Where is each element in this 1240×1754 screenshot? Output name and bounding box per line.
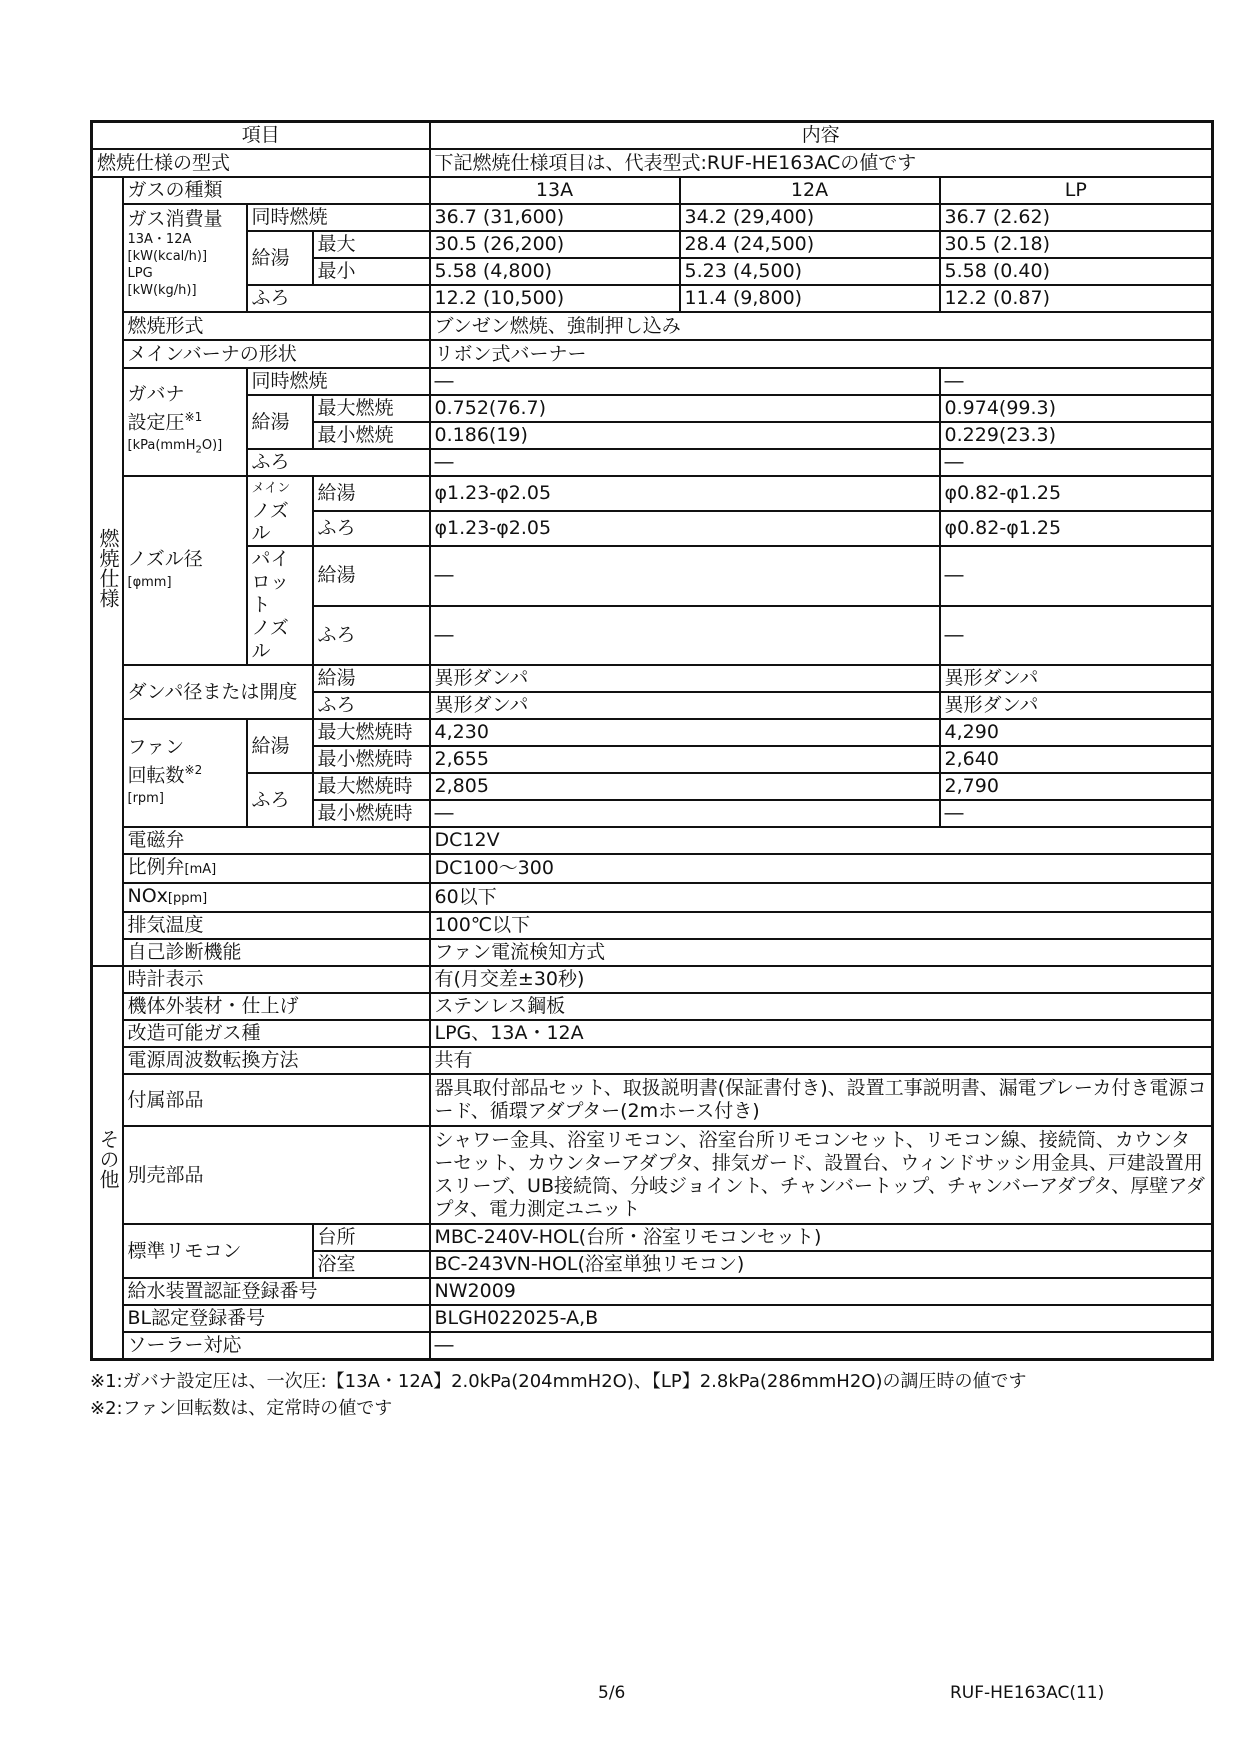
frequency-value: 共有 [430, 1047, 1213, 1074]
nozzle-main-hot-row [92, 476, 1213, 511]
accessories-value: 器具取付部品セット、取扱説明書(保証書付き)、設置工事説明書、漏電ブレーカ付き電源コード、循環アダプター(2mホース付き) [430, 1074, 1213, 1126]
consumption-max-13a: 30.5 (26,200) [430, 231, 680, 258]
damper-hot-lp: 異形ダンパ [940, 665, 1213, 692]
accessories-row [92, 1074, 1213, 1126]
model-row [92, 149, 1213, 177]
section-other-text: その他 [96, 1128, 120, 1189]
fan-bath-max-label: 最大燃焼時 [313, 773, 430, 800]
header-content: 内容 [430, 122, 1213, 150]
consumption-simultaneous-label: 同時燃焼 [247, 204, 430, 231]
optional-value: シャワー金具、浴室リモコン、浴室台所リモコンセット、リモコン線、接続筒、カウンターセット、カウンターアダプタ、排気ガード、設置台、ウィンドサッシ用金具、戸建設置用スリーブ、UB接続筒、分岐ジョイント、チャンバートップ、チャンバーアダプタ、厚壁アダプタ、電力測定ユニット [430, 1126, 1213, 1224]
nozzle-pilot-hot-label: 給湯 [313, 546, 430, 606]
consumption-min-13a: 5.58 (4,800) [430, 258, 680, 285]
damper-hot-city: 異形ダンパ [430, 665, 940, 692]
damper-bath-label: ふろ [313, 692, 430, 719]
nozzle-label: ノズル径 [127, 547, 203, 570]
clock-label: 時計表示 [123, 966, 430, 993]
nozzle-pilot-cell [247, 546, 313, 665]
accessories-label: 付属部品 [123, 1074, 430, 1126]
nox-value: 60以下 [430, 883, 1213, 912]
governor-bath-label: ふろ [247, 449, 430, 476]
nozzle-pilot-hot-row [92, 546, 1213, 606]
fan-hot-min-city: 2,655 [430, 746, 940, 773]
nox-label-cell [123, 883, 430, 912]
damper-hot-label: 給湯 [313, 665, 430, 692]
consumption-min-label: 最小 [313, 258, 430, 285]
nozzle-unit: [φmm] [127, 574, 172, 590]
consumption-max-lp: 30.5 (2.18) [940, 231, 1213, 258]
combustion-type-value: ブンゼン燃焼、強制押し込み [430, 312, 1213, 340]
consumption-max-row [92, 231, 1213, 258]
fan-hot-max-label: 最大燃焼時 [313, 719, 430, 746]
consumption-bath-label: ふろ [247, 285, 430, 312]
governor-max-lp: 0.974(99.3) [940, 395, 1213, 422]
damper-bath-lp: 異形ダンパ [940, 692, 1213, 719]
governor-unit [128, 434, 242, 462]
nozzle-main-hot-lp: φ0.82-φ1.25 [940, 476, 1213, 511]
consumption-label: ガス消費量 [127, 208, 223, 230]
section-combustion-text: 燃焼仕様 [96, 527, 120, 608]
proportional-label-cell [123, 854, 430, 883]
solar-value: ― [430, 1332, 1213, 1360]
consumption-min-12a: 5.23 (4,500) [680, 258, 940, 285]
governor-max-row [92, 395, 1213, 422]
frequency-row [92, 1047, 1213, 1074]
exterior-label: 機体外装材・仕上げ [123, 993, 430, 1020]
governor-max-label: 最大燃焼 [313, 395, 430, 422]
exhaust-label: 排気温度 [123, 912, 430, 939]
damper-hot-row [92, 665, 1213, 692]
nozzle-pilot-label-2: ノズル [251, 617, 289, 662]
nozzle-main-bath-lp: φ0.82-φ1.25 [940, 511, 1213, 546]
solenoid-value: DC12V [430, 827, 1213, 854]
model-label: 燃焼仕様の型式 [92, 149, 430, 177]
consumption-bath-lp: 12.2 (0.87) [940, 285, 1213, 312]
nozzle-pilot-label-1: パイロット [251, 548, 290, 616]
fan-hot-max-city: 4,230 [430, 719, 940, 746]
governor-note-mark: ※1 [184, 409, 203, 424]
governor-min-label: 最小燃焼 [313, 422, 430, 449]
combustion-type-label: 燃焼形式 [123, 312, 430, 340]
nozzle-pilot-bath-lp: ― [940, 606, 1213, 666]
nozzle-pilot-bath-city: ― [430, 606, 940, 666]
governor-min-lp: 0.229(23.3) [940, 422, 1213, 449]
bl-cert-row [92, 1305, 1213, 1332]
optional-label: 別売部品 [123, 1126, 430, 1224]
consumption-bath-12a: 11.4 (9,800) [680, 285, 940, 312]
water-cert-row [92, 1278, 1213, 1305]
convertible-label: 改造可能ガス種 [123, 1020, 430, 1047]
diagnosis-value: ファン電流検知方式 [430, 939, 1213, 966]
consumption-simultaneous-lp: 36.7 (2.62) [940, 204, 1213, 231]
governor-unit-sub: 2 [195, 444, 202, 456]
solenoid-row [92, 827, 1213, 854]
consumption-unit-city-kw: [kW(kcal/h)] [127, 249, 208, 264]
governor-bath-row [92, 449, 1213, 476]
nox-label: NOx [127, 885, 168, 907]
fan-bath-min-lp: ― [940, 800, 1213, 827]
fan-hot-min-lp: 2,640 [940, 746, 1213, 773]
fan-hot-label: 給湯 [247, 719, 313, 773]
gas-type-label: ガスの種類 [123, 177, 430, 204]
fan-bath-min-label: 最小燃焼時 [313, 800, 430, 827]
governor-hot-water-label: 給湯 [247, 395, 313, 449]
fan-hot-max-row [92, 719, 1213, 746]
footnote-1: ※1:ガバナ設定圧は、一次圧:【13A・12A】2.0kPa(204mmH2O)、【LP】2.8kPa(286mmH2O)の調圧時の値です [90, 1371, 1027, 1392]
consumption-hot-water-label: 給湯 [247, 231, 313, 285]
nozzle-pilot-bath-label: ふろ [313, 606, 430, 666]
bl-cert-label: BL認定登録番号 [123, 1305, 430, 1332]
diagnosis-label: 自己診断機能 [123, 939, 430, 966]
page-number: 5/6 [598, 1683, 626, 1703]
nozzle-main-bath-city: φ1.23-φ2.05 [430, 511, 940, 546]
gas-type-lp: LP [940, 177, 1213, 204]
governor-simultaneous-label: 同時燃焼 [247, 368, 430, 395]
remote-label: 標準リモコン [123, 1224, 313, 1278]
fan-label-cell [123, 719, 247, 827]
clock-value: 有(月交差±30秒) [430, 966, 1213, 993]
consumption-simultaneous-13a: 36.7 (31,600) [430, 204, 680, 231]
governor-label-1: ガバナ [127, 382, 185, 405]
fan-note-mark: ※2 [184, 762, 203, 777]
consumption-unit-lpg-kw: [kW(kg/h)] [127, 283, 197, 298]
consumption-max-12a: 28.4 (24,500) [680, 231, 940, 258]
governor-label-2-wrap [128, 406, 242, 434]
convertible-value: LPG、13A・12A [430, 1020, 1213, 1047]
burner-shape-row [92, 340, 1213, 368]
section-other-label [92, 966, 123, 1360]
burner-shape-label: メインバーナの形状 [123, 340, 430, 368]
footnote-2: ※2:ファン回転数は、定常時の値です [90, 1398, 393, 1419]
fan-bath-label: ふろ [247, 773, 313, 827]
governor-unit-pre: [kPa(mmH [127, 437, 196, 453]
governor-min-city: 0.186(19) [430, 422, 940, 449]
solar-label: ソーラー対応 [123, 1332, 430, 1360]
nozzle-pilot-hot-city: ― [430, 546, 940, 606]
convertible-row [92, 1020, 1213, 1047]
nozzle-main-cell [247, 476, 313, 546]
governor-bath-city: ― [430, 449, 940, 476]
footer-model: RUF-HE163AC(11) [950, 1683, 1105, 1703]
governor-simultaneous-city: ― [430, 368, 940, 395]
fan-hot-max-lp: 4,290 [940, 719, 1213, 746]
section-combustion-label [92, 177, 123, 966]
consumption-label-cell [123, 204, 247, 312]
gas-type-12a: 12A [680, 177, 940, 204]
consumption-bath-13a: 12.2 (10,500) [430, 285, 680, 312]
solar-row [92, 1332, 1213, 1360]
fan-unit: [rpm] [127, 791, 164, 807]
solenoid-label: 電磁弁 [123, 827, 430, 854]
optional-row [92, 1126, 1213, 1224]
nozzle-main-hot-city: φ1.23-φ2.05 [430, 476, 940, 511]
consumption-min-lp: 5.58 (0.40) [940, 258, 1213, 285]
exhaust-row [92, 912, 1213, 939]
fan-bath-min-city: ― [430, 800, 940, 827]
damper-bath-city: 異形ダンパ [430, 692, 940, 719]
remote-bathroom-label: 浴室 [313, 1251, 430, 1278]
proportional-unit: [mA] [184, 862, 217, 877]
governor-simultaneous-row [92, 368, 1213, 395]
spec-table [90, 120, 1214, 1361]
fan-hot-min-label: 最小燃焼時 [313, 746, 430, 773]
water-cert-label: 給水装置認証登録番号 [123, 1278, 430, 1305]
nozzle-main-label-2: ノズル [251, 500, 289, 544]
fan-bath-max-city: 2,805 [430, 773, 940, 800]
clock-row [92, 966, 1213, 993]
remote-kitchen-row [92, 1224, 1213, 1251]
gas-type-row [92, 177, 1213, 204]
diagnosis-row [92, 939, 1213, 966]
nox-row [92, 883, 1213, 912]
remote-kitchen-value: MBC-240V-HOL(台所・浴室リモコンセット) [430, 1224, 1213, 1251]
exhaust-value: 100℃以下 [430, 912, 1213, 939]
fan-label-2: 回転数 [127, 764, 185, 787]
fan-label-2-wrap [128, 759, 242, 787]
consumption-unit-city: 13A・12A [127, 232, 192, 247]
nozzle-main-label-1: メイン [251, 481, 291, 496]
nozzle-main-hot-label: 給湯 [313, 476, 430, 511]
consumption-unit-lpg: LPG [127, 266, 153, 281]
nozzle-label-cell [123, 476, 247, 665]
exterior-row [92, 993, 1213, 1020]
remote-bathroom-value: BC-243VN-HOL(浴室単独リモコン) [430, 1251, 1213, 1278]
combustion-type-row [92, 312, 1213, 340]
fan-label-1: ファン [127, 735, 185, 758]
fan-bath-max-row [92, 773, 1213, 800]
governor-unit-post: O)] [201, 437, 223, 453]
governor-max-city: 0.752(76.7) [430, 395, 940, 422]
gas-type-13a: 13A [430, 177, 680, 204]
proportional-value: DC100～300 [430, 854, 1213, 883]
nozzle-pilot-hot-lp: ― [940, 546, 1213, 606]
consumption-simultaneous-row [92, 204, 1213, 231]
nozzle-main-bath-label: ふろ [313, 511, 430, 546]
header-row [92, 122, 1213, 150]
remote-kitchen-label: 台所 [313, 1224, 430, 1251]
governor-label-cell [123, 368, 247, 476]
governor-bath-lp: ― [940, 449, 1213, 476]
exterior-value: ステンレス鋼板 [430, 993, 1213, 1020]
proportional-label: 比例弁 [127, 856, 185, 878]
water-cert-value: NW2009 [430, 1278, 1213, 1305]
model-value: 下記燃焼仕様項目は、代表型式:RUF-HE163ACの値です [430, 149, 1213, 177]
consumption-max-label: 最大 [313, 231, 430, 258]
damper-label: ダンパ径または開度 [123, 665, 313, 719]
burner-shape-value: リボン式バーナー [430, 340, 1213, 368]
governor-simultaneous-lp: ― [940, 368, 1213, 395]
consumption-bath-row [92, 285, 1213, 312]
fan-bath-max-lp: 2,790 [940, 773, 1213, 800]
nox-unit: [ppm] [167, 891, 208, 906]
consumption-simultaneous-12a: 34.2 (29,400) [680, 204, 940, 231]
proportional-row [92, 854, 1213, 883]
frequency-label: 電源周波数転換方法 [123, 1047, 430, 1074]
governor-label-2: 設定圧 [127, 410, 185, 433]
bl-cert-value: BLGH022025-A,B [430, 1305, 1213, 1332]
header-item: 項目 [92, 122, 430, 150]
